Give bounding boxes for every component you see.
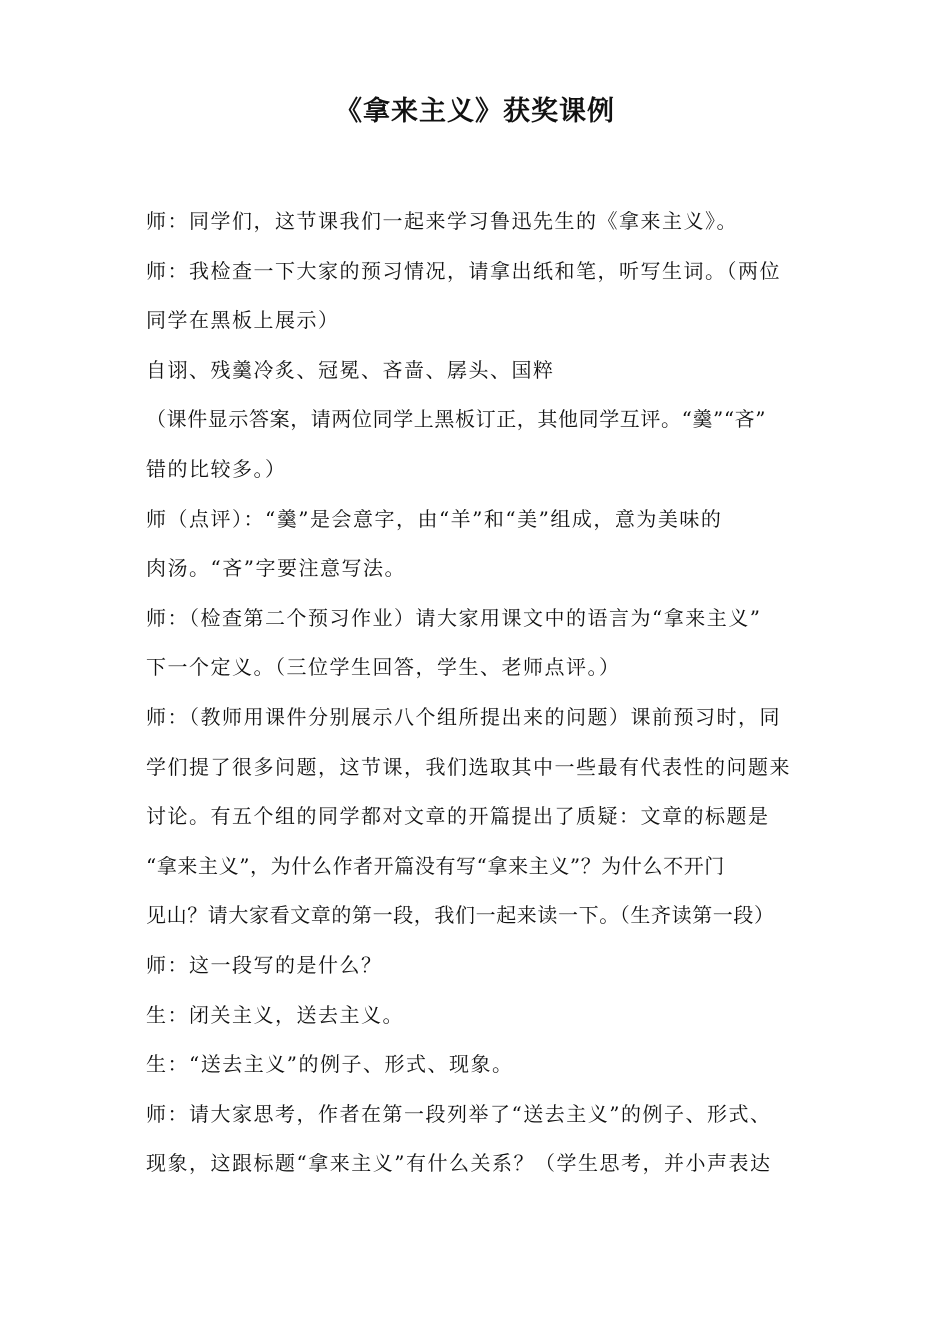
text-line: 生：“送去主义”的例子、形式、现象。 (146, 1052, 514, 1077)
text-line: 师：（检查第二个预习作业）请大家用课文中的语言为“拿来主义” (146, 605, 762, 630)
text-line: 见山？请大家看文章的第一段，我们一起来读一下。（生齐读第一段） (146, 903, 775, 928)
text-line: 错的比较多。） (146, 456, 287, 481)
text-line: 现象，这跟标题“拿来主义”有什么关系？（学生思考，并小声表达 (146, 1151, 772, 1176)
text-line: 学们提了很多问题，这节课，我们选取其中一些最有代表性的问题来 (146, 754, 791, 779)
text-line: 师：我检查一下大家的预习情况，请拿出纸和笔，听写生词。（两位 (146, 258, 781, 283)
text-line: 师：（教师用课件分别展示八个组所提出来的问题）课前预习时，同 (146, 704, 781, 729)
text-line: 师（点评）：“羹”是会意字，由“羊”和“美”组成，意为美味的 (146, 506, 723, 531)
text-line: 师：请大家思考，作者在第一段列举了“送去主义”的例子、形式、 (146, 1101, 772, 1126)
text-line: 生：闭关主义，送去主义。 (146, 1002, 404, 1027)
text-line: 师：这一段写的是什么？ (146, 952, 383, 977)
text-line: 同学在黑板上展示） (146, 308, 340, 333)
text-line: 肉汤。“吝”字要注意写法。 (146, 556, 406, 581)
text-line: 讨论。有五个组的同学都对文章的开篇提出了质疑：文章的标题是 (146, 804, 770, 829)
text-line: 下一个定义。（三位学生回答，学生、老师点评。） (146, 655, 621, 680)
text-line: “拿来主义”，为什么作者开篇没有写“拿来主义”？为什么不开门 (146, 853, 725, 878)
text-line: （课件显示答案，请两位同学上黑板订正，其他同学互评。“羹”“吝” (146, 407, 767, 432)
document-title: 《拿来主义》获奖课例 (335, 96, 615, 127)
text-line: 师：同学们，这节课我们一起来学习鲁迅先生的《拿来主义》。 (146, 209, 738, 233)
text-line: 自诩、残羹冷炙、冠冕、吝啬、孱头、国粹 (146, 357, 555, 382)
document-body (146, 197, 814, 1189)
